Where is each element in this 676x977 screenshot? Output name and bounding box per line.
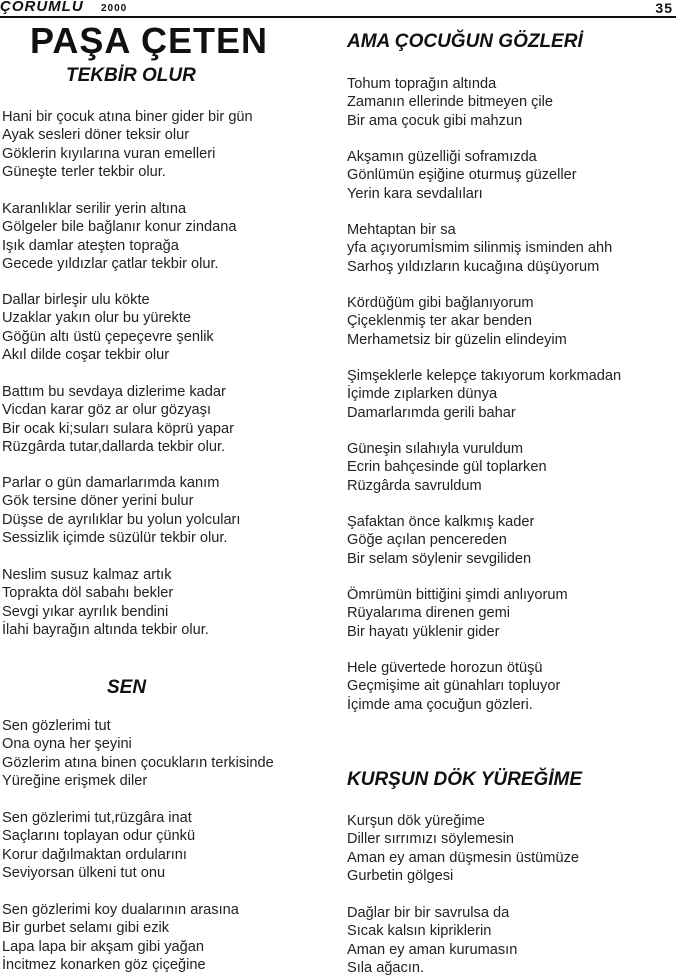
verse-line: Ecrin bahçesinde gül toplarken [347,459,547,476]
verse-line: Battım bu sevdaya dizlerime kadar [2,384,226,400]
stanza [2,717,274,790]
stanza [347,513,534,568]
verse-line: Rüzgârda tutar,dallarda tekbir olur. [2,438,226,455]
issue-year: 2000 [101,3,128,14]
verse-line: Kördüğüm gibi bağlanıyorum [347,295,534,311]
verse-line: Bir selam söylenir sevgiliden [347,550,532,567]
stanza [2,566,209,639]
verse-line: Kurşun dök yüreğime [347,813,485,829]
verse-line: Geçmişime ait günahları topluyor [347,678,561,695]
verse-line: Gölgeler bile bağlanır konur zindana [2,219,237,236]
stanza [347,294,567,349]
verse-line: İncitmez konarken göz çiçeğine [2,956,206,973]
verse-line: Gecede yıldızlar çatlar tekbir olur. [2,255,219,272]
verse-line: Gurbetin gölgesi [347,867,454,884]
verse-line: Göğe açılan pencereden [347,532,507,549]
verse-line: Toprakta döl sabahı bekler [2,585,174,602]
verse-line: İlahi bayrağın altında tekbir olur. [2,621,209,638]
stanza [347,148,577,203]
verse-line: Sen gözlerimi koy dualarının arasına [2,902,239,918]
verse-line: yfa açıyorumİsmim silinmiş isminden ahh [347,240,613,257]
verse-line: Vicdan karar göz ar olur gözyaşı [2,402,212,419]
verse-line: İçimde zıplarken dünya [347,386,498,403]
verse-line: Düşse de ayrılıklar bu yolun yolcuları [2,511,241,528]
verse-line: Yerin kara sevdalıları [347,185,483,202]
stanza [347,221,612,276]
poem-title-kursun-dok-yuregime: KURŞUN DÖK YÜREĞİME [347,769,583,790]
verse-line: Diller sırrımızı söylemesin [347,831,515,848]
author-name: PAŞA ÇETEN [30,20,269,61]
verse-line: Korur dağılmaktan ordularını [2,846,187,863]
stanza [2,474,240,547]
verse-line: Sessizlik içimde süzülür tekbir olur. [2,529,228,546]
verse-line: Damarlarımda gerili bahar [347,404,516,421]
verse-line: Sarhoş yıldızların kucağına düşüyorum [347,258,600,275]
verse-line: Göklerin kıyılarına vuran emelleri [2,145,216,162]
stanza [2,383,234,456]
verse-line: İçimde ama çocuğun gözleri. [347,696,533,713]
verse-line: Tohum toprağın altında [347,76,497,92]
stanza [347,812,579,885]
stanza [2,200,236,273]
verse-line: Hele güvertede horozun ötüşü [347,660,543,676]
verse-line: Aman ey aman kurumasın [347,941,518,958]
verse-line: Parlar o gün damarlarımda kanım [2,475,220,491]
stanza [347,659,560,714]
verse-line: Gönlümün eşiğine oturmuş güzeller [347,167,577,184]
stanza [347,586,568,641]
verse-line: Seviyorsan ülkeni tut onu [2,864,166,881]
verse-line: Lapa lapa bir akşam gibi yağan [2,938,205,955]
stanza [347,75,553,130]
verse-line: Gök tersine döner yerini bulur [2,493,194,510]
magazine-logo: ÇORUMLU [0,0,84,15]
verse-line: Bir ocak ki;suları sulara köprü yapar [2,420,234,437]
stanza [347,367,621,422]
stanza [2,291,214,364]
verse-line: Güneşin sılahıyla vuruldum [347,441,524,457]
poem-title-tekbir-olur: TEKBİR OLUR [66,65,196,86]
verse-line: Bir hayatı yüklenir gider [347,623,500,640]
stanza [347,904,517,977]
verse-line: Şimşeklerle kelepçe takıyorum korkmadan [347,368,622,384]
verse-line: Hani bir çocuk atına biner gider bir gün [2,109,253,125]
verse-line: Göğün altı üstü çepeçevre şenlik [2,328,214,345]
stanza [2,901,239,974]
verse-line: Sen gözlerimi tut,rüzgâra inat [2,810,192,826]
verse-line: Akşamın güzelliği soframızda [347,149,537,165]
stanza [347,440,547,495]
verse-line: Rüzgârda savruldum [347,477,482,494]
verse-line: Yüreğine erişmek diler [2,772,148,789]
verse-line: Zamanın ellerinde bitmeyen çile [347,94,554,111]
verse-line: Sıcak kalsın kipriklerin [347,923,492,940]
verse-line: Ona oyna her şeyini [2,736,132,753]
verse-line: Şafaktan önce kalkmış kader [347,514,535,530]
verse-line: Rüyalarıma direnen gemi [347,605,511,622]
verse-line: Ayak sesleri döner teksir olur [2,127,190,144]
verse-line: Dallar birleşir ulu kökte [2,292,150,308]
verse-line: Sevgi yıkar ayrılık bendini [2,603,169,620]
verse-line: Bir gurbet selamı gibi ezik [2,920,170,937]
verse-line: Aman ey aman düşmesin üstümüze [347,849,579,866]
verse-line: Dağlar bir bir savrulsa da [347,905,510,921]
verse-line: Güneşte terler tekbir olur. [2,163,166,180]
header-rule [0,16,676,18]
verse-line: Çiçeklenmiş ter akar benden [347,313,532,330]
verse-line: Neslim susuz kalmaz artık [2,567,172,583]
verse-line: Merhametsiz bir güzelin elindeyim [347,331,567,348]
stanza [2,809,195,882]
verse-line: Gözlerim atına binen çocukların terkisinde [2,754,274,771]
verse-line: Uzaklar yakın olur bu yürekte [2,310,191,327]
verse-line: Mehtaptan bir sa [347,222,456,238]
page-number: 35 [655,0,673,16]
verse-line: Akıl dilde coşar tekbir olur [2,346,170,363]
page-header [0,0,676,18]
verse-line: Bir ama çocuk gibi mahzun [347,112,523,129]
verse-line: Sen gözlerimi tut [2,718,111,734]
verse-line: Saçlarını toplayan odur çünkü [2,828,196,845]
stanza [2,108,253,181]
verse-line: Sıla ağacın. [347,959,425,976]
verse-line: Karanlıklar serilir yerin altına [2,201,187,217]
verse-line: Ömrümün bittiğini şimdi anlıyorum [347,587,568,603]
verse-line: Işık damlar ateşten toprağa [2,237,179,254]
poem-title-ama-cocugun-gozleri: AMA ÇOCUĞUN GÖZLERİ [347,31,583,52]
poem-title-sen: SEN [107,677,147,698]
